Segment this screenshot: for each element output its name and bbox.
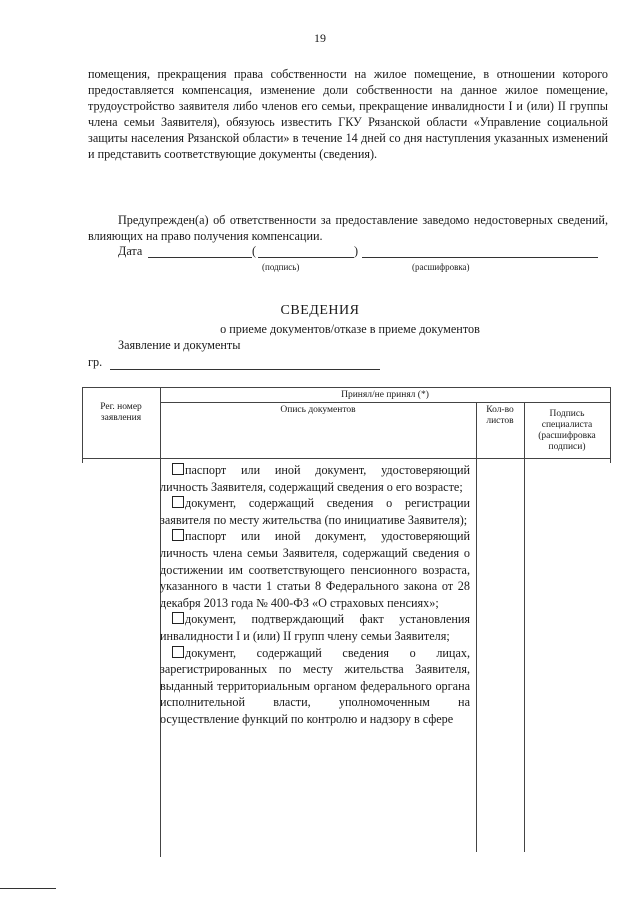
close-paren: ) — [354, 244, 359, 258]
citizen-prefix: гр. — [88, 355, 103, 369]
section-title: СВЕДЕНИЯ — [280, 303, 360, 318]
date-label: Дата — [118, 244, 143, 258]
warning-paragraph: Предупрежден(а) об ответственности за предоставление заведомо недостоверных сведений, влияющих на право получения компенсации. — [88, 213, 608, 243]
open-paren: ( — [252, 244, 257, 258]
list-item: документ, содержащий сведения о регистрации заявителя по месту жительства (по инициативе Заявителя); — [160, 496, 470, 527]
list-item: документ, подтверждающий факт установления инвалидности I и (или) II групп члену семьи Заявителя; — [160, 612, 470, 643]
signature-caption: (подпись) — [262, 262, 300, 272]
col-inventory: Опись документов — [280, 405, 356, 415]
col-reg-number: Рег. номер заявления — [100, 402, 142, 423]
checkbox-icon[interactable] — [172, 612, 184, 624]
document-inventory — [160, 462, 470, 728]
checkbox-icon[interactable] — [172, 463, 184, 475]
intro-paragraph: помещения, прекращения права собственности на жилое помещение, в отношении которого предоставляется компенсация, изменение доли собственности на данное жилое помещение, трудоустройство заявителя либо членов его семьи, прекращение инвалидности I и (или) II группы члена семьи Заявителя), обязуюсь известить ГКУ Рязанской области «Управление социальной защиты населения Рязанской области» в течение 14 дней со дня наступления указанных изменений и представить соответствующие документы (сведения). — [88, 67, 608, 161]
list-item: паспорт или иной документ, удостоверяющий личность Заявителя, содержащий сведения о его возрасте; — [160, 463, 470, 494]
list-item: паспорт или иной документ, удостоверяющий личность члена семьи Заявителя, содержащий сведения о достижении им соответствующего пенсионного возраста, указанного в части 1 статьи 8 Федерального закона от 28 декабря 2013 года № 400-ФЗ «О страховых пенсиях»; — [160, 529, 470, 610]
citizen-row — [88, 355, 388, 370]
list-item: документ, содержащий сведения о лицах, зарегистрированных по месту жительства Заявителя, выданный территориальным органом федерального органа исполнительной власти, уполномоченным на осуществление функций по контролю и надзору в сфере — [160, 645, 470, 726]
application-line: Заявление и документы — [118, 338, 241, 352]
col-accepted: Принял/не принял (*) — [341, 390, 429, 400]
date-signature-row — [118, 244, 608, 260]
page-number: 19 — [314, 31, 326, 45]
checkbox-icon[interactable] — [172, 496, 184, 508]
col-specialist-signature: Подпись специалиста (расшифровка подписи) — [538, 409, 596, 452]
col-sheet-count: Кол-во листов — [486, 405, 514, 426]
checkbox-icon[interactable] — [172, 529, 184, 541]
decoding-caption: (расшифровка) — [412, 262, 470, 272]
checkbox-icon[interactable] — [172, 646, 184, 658]
footnote-divider — [0, 888, 56, 889]
section-subtitle: о приеме документов/отказе в приеме документов — [220, 322, 480, 336]
documents-table — [82, 387, 610, 857]
